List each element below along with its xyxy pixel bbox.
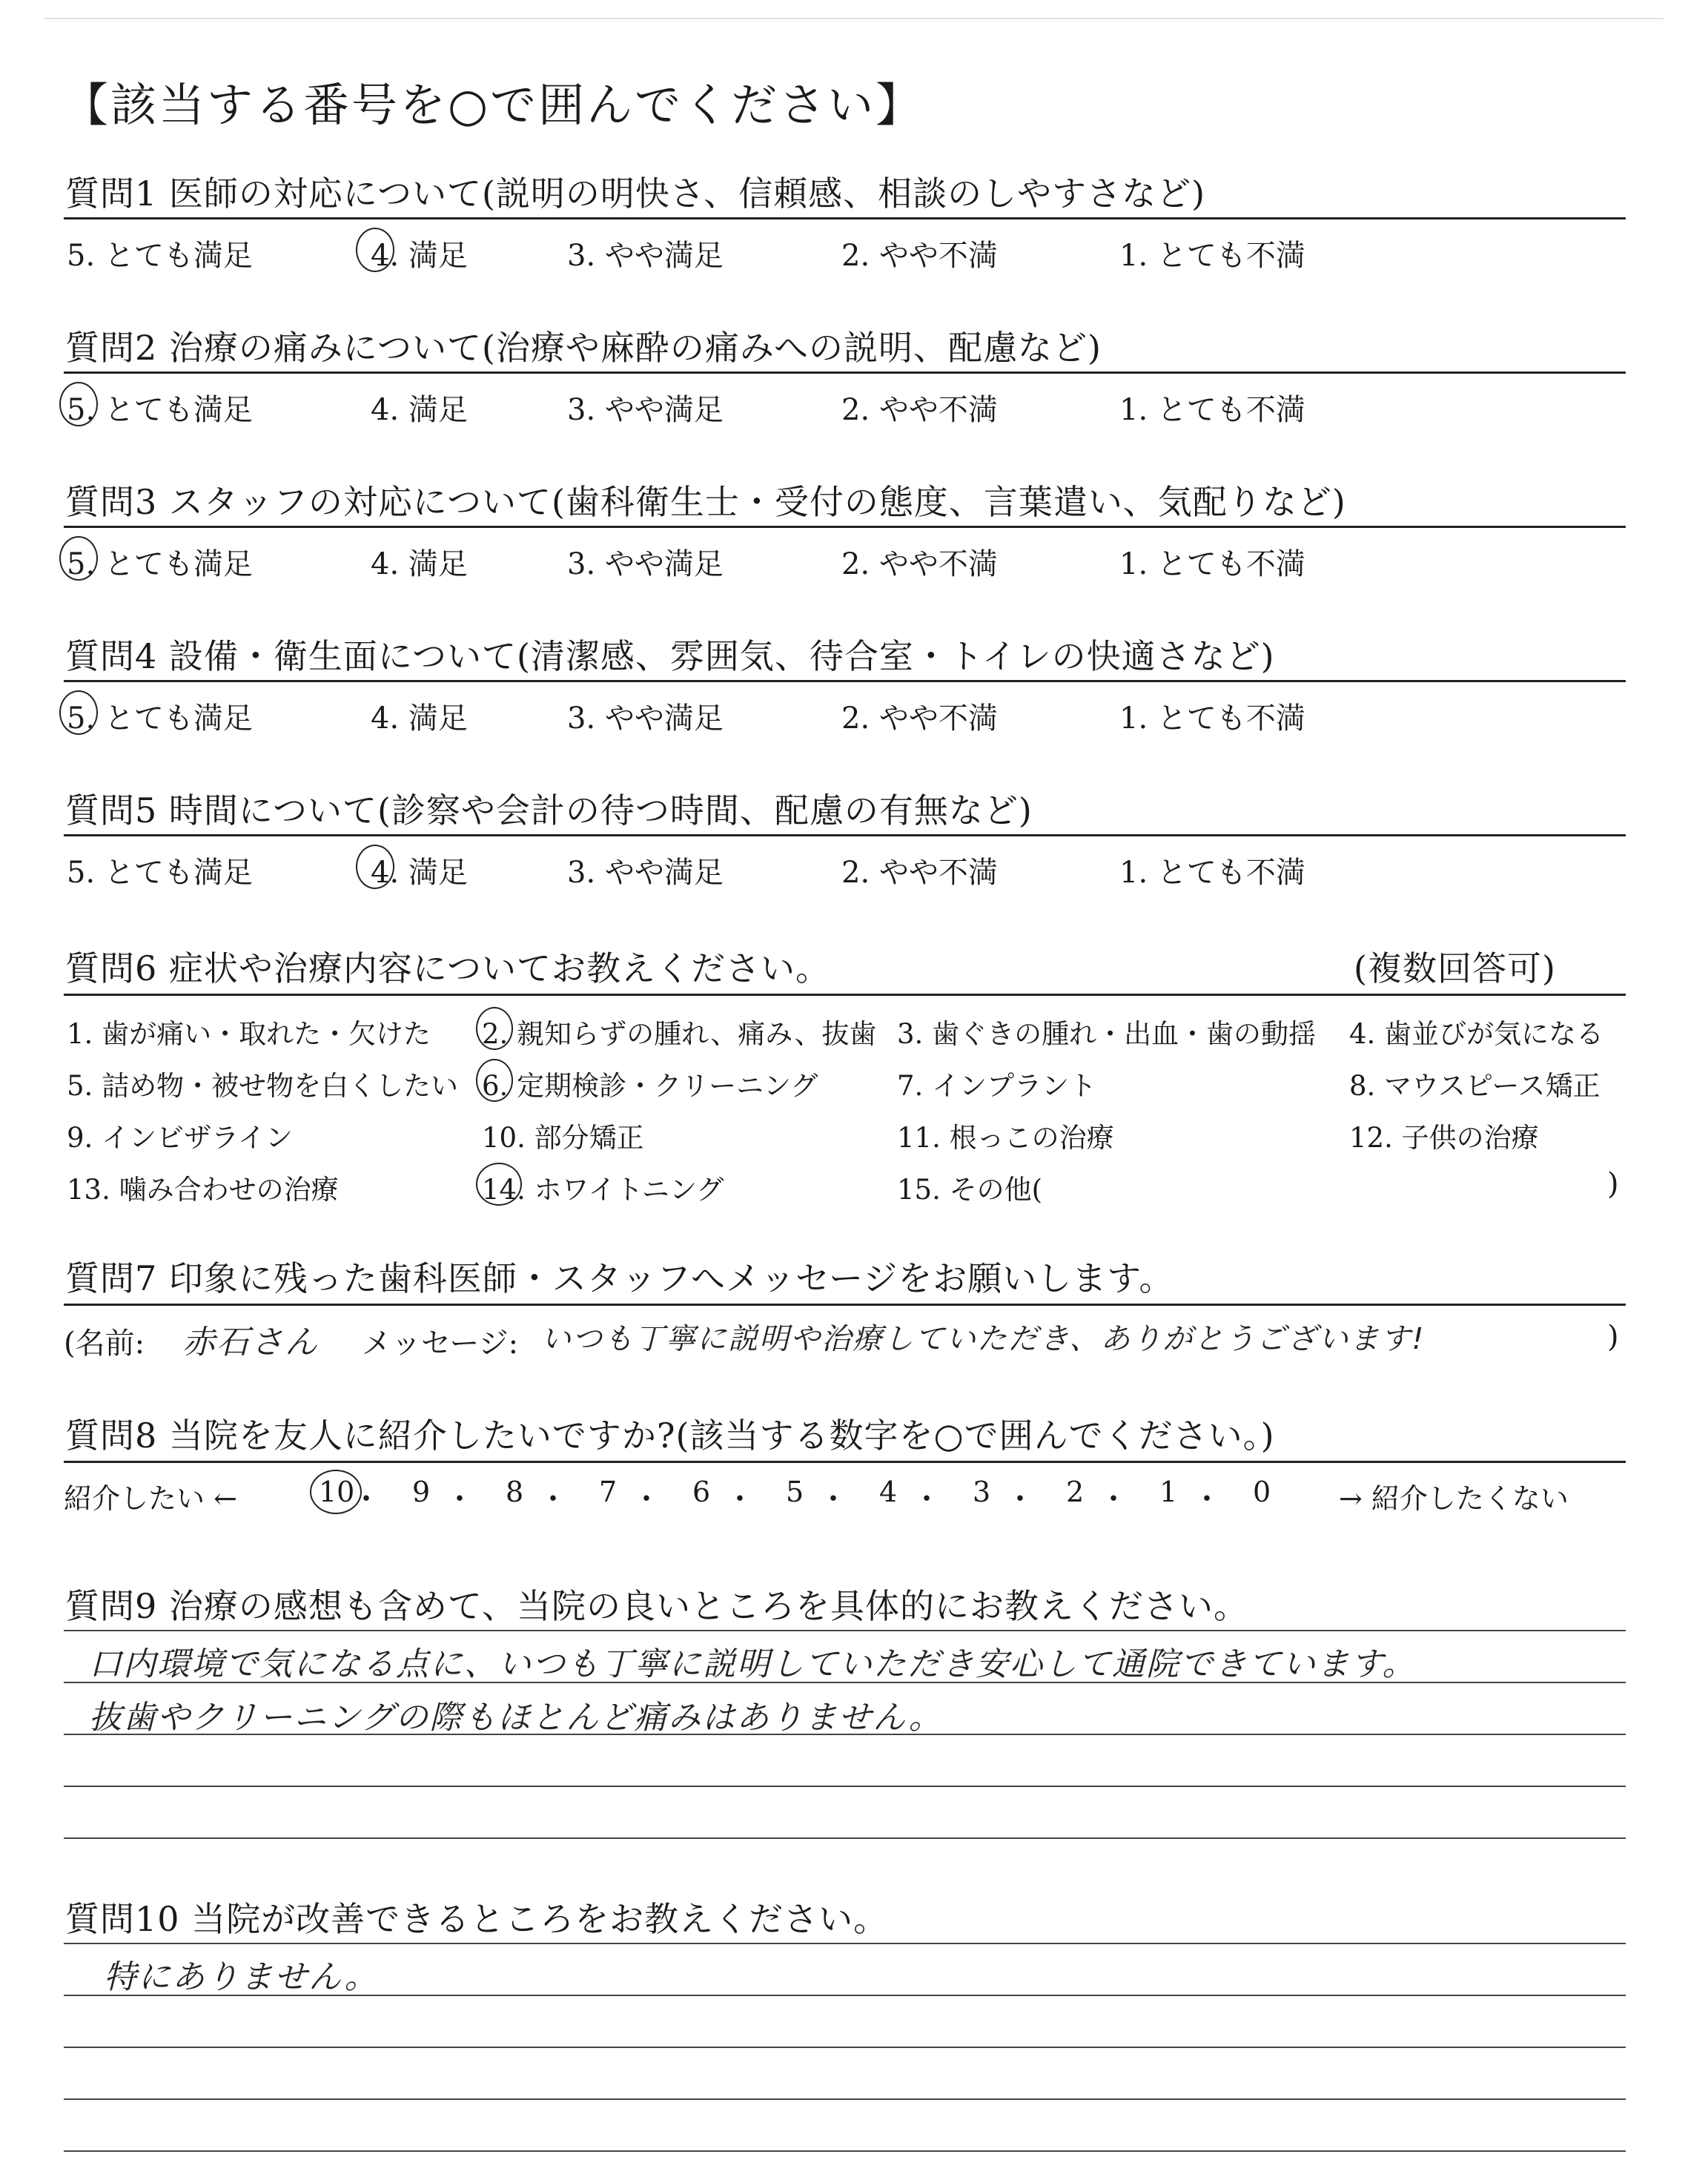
q8-scale-separator: ・ [725,1482,755,1516]
q8-scale-separator: ・ [1192,1482,1222,1516]
q5-title: 質問5 時間について(診察や会計の待つ時間、配慮の有無など) [65,790,1033,830]
q7-name-value[interactable]: 赤石さん [182,1324,319,1361]
q1-option-5[interactable]: 5. とても満足 [67,239,253,273]
q2-option-1[interactable]: 1. とても不満 [1119,393,1305,427]
q10-line [64,1943,1626,1944]
q1-option-3[interactable]: 3. やや満足 [567,239,724,273]
q2-option-2[interactable]: 2. やや不満 [841,393,998,427]
q6-option-11[interactable]: 11. 根っこの治療 [897,1122,1114,1154]
q4-title: 質問4 設備・衛生面について(清潔感、雰囲気、待合室・トイレの快適さなど) [65,636,1275,676]
q7-message-label: メッセージ: [362,1327,519,1361]
q6-rule [64,994,1626,996]
q8-scale-separator: ・ [1099,1482,1128,1516]
q6-option-6[interactable]: 6. 定期検診・クリーニング [482,1070,818,1102]
q3-option-4[interactable]: 4. 満足 [371,547,468,581]
q9-line [64,1837,1626,1839]
form-instruction-header: 【該当する番号を○で囲んでください】 [62,78,924,132]
q8-rule [64,1461,1626,1463]
q10-title: 質問10 当院が改善できるところをお教えください。 [65,1899,889,1939]
q6-option-5[interactable]: 5. 詰め物・被せ物を白くしたい [67,1070,459,1102]
q3-option-2[interactable]: 2. やや不満 [841,547,998,581]
q8-scale-0[interactable]: 0 [1253,1476,1271,1508]
q4-option-1[interactable]: 1. とても不満 [1119,701,1305,736]
q7-close-paren: ) [1607,1320,1619,1354]
q9-answer-line[interactable]: 口内環境で気になる点に、いつも丁寧に説明していただき安心して通院できています。 [89,1645,1417,1683]
q10-line [64,2150,1626,2152]
q8-scale-2[interactable]: 2 [1066,1476,1085,1508]
q3-option-1[interactable]: 1. とても不満 [1119,547,1305,581]
q8-scale-separator: ・ [632,1482,661,1516]
q4-option-5[interactable]: 5. とても満足 [67,701,253,736]
page-top-border [44,18,1664,19]
q1-title: 質問1 医師の対応について(説明の明快さ、信頼感、相談のしやすさなど) [65,174,1206,214]
q8-scale-5[interactable]: 5 [786,1476,804,1508]
q8-scale-separator: ・ [351,1482,381,1516]
q1-option-1[interactable]: 1. とても不満 [1119,239,1305,273]
q7-title: 質問7 印象に残った歯科医師・スタッフへメッセージをお願いします。 [65,1258,1174,1298]
q1-option-2[interactable]: 2. やや不満 [841,239,998,273]
q6-title: 質問6 症状や治療内容についてお教えください。 [65,948,830,988]
q8-left-label: 紹介したい ← [64,1482,237,1515]
q8-scale-separator: ・ [1005,1482,1035,1516]
q2-option-3[interactable]: 3. やや満足 [567,393,724,427]
q8-title: 質問8 当院を友人に紹介したいですか?(該当する数字を○で囲んでください。) [65,1416,1275,1456]
q6-option-3[interactable]: 3. 歯ぐきの腫れ・出血・歯の動揺 [897,1018,1317,1050]
q1-option-4[interactable]: 4. 満足 [371,239,468,273]
q6-option-2[interactable]: 2. 親知らずの腫れ、痛み、抜歯 [482,1018,877,1050]
q4-selection-circle [59,690,98,735]
q5-option-3[interactable]: 3. やや満足 [567,856,724,890]
q6-option-12[interactable]: 12. 子供の治療 [1349,1122,1539,1154]
q8-scale-10[interactable]: 10 [319,1476,355,1508]
q8-scale-1[interactable]: 1 [1159,1476,1178,1508]
q6-selection-circle [476,1163,522,1206]
q8-scale-9[interactable]: 9 [412,1476,431,1508]
q3-title: 質問3 スタッフの対応について(歯科衛生士・受付の態度、言葉遣い、気配りなど) [65,482,1346,522]
q5-option-1[interactable]: 1. とても不満 [1119,856,1305,890]
q8-scale-separator: ・ [538,1482,568,1516]
q5-rule [64,834,1626,836]
q9-line [64,1630,1626,1631]
q8-scale-8[interactable]: 8 [506,1476,524,1508]
q4-option-2[interactable]: 2. やや不満 [841,701,998,736]
q4-option-4[interactable]: 4. 満足 [371,701,468,736]
q3-selection-circle [59,536,98,581]
q8-scale-4[interactable]: 4 [879,1476,898,1508]
q6-option-14[interactable]: 14. ホワイトニング [482,1174,724,1206]
q7-message-value[interactable]: いつも丁寧に説明や治療していただき、ありがとうございます! [541,1322,1426,1356]
q2-rule [64,371,1626,374]
q6-option-10[interactable]: 10. 部分矯正 [482,1122,644,1154]
q6-option-8[interactable]: 8. マウスピース矯正 [1349,1070,1601,1102]
q2-option-5[interactable]: 5. とても満足 [67,393,253,427]
q1-selection-circle [356,228,394,272]
q6-option-9[interactable]: 9. インビザライン [67,1122,293,1154]
q5-option-5[interactable]: 5. とても満足 [67,856,253,890]
q10-line [64,2047,1626,2048]
q6-option-4[interactable]: 4. 歯並びが気になる [1349,1018,1604,1050]
q7-name-label: (名前: [64,1327,145,1361]
q6-selection-circle [476,1059,513,1102]
q8-right-label: → 紹介したくない [1339,1482,1569,1515]
q2-option-4[interactable]: 4. 満足 [371,393,468,427]
q5-option-4[interactable]: 4. 満足 [371,856,468,890]
q2-title: 質問2 治療の痛みについて(治療や麻酔の痛みへの説明、配慮など) [65,328,1102,368]
q1-rule [64,217,1626,219]
q6-option-7[interactable]: 7. インプラント [897,1070,1097,1102]
q2-selection-circle [59,382,98,426]
q6-selection-circle [476,1007,513,1050]
q8-scale-separator: ・ [912,1482,941,1516]
q7-rule [64,1304,1626,1306]
q6-option-1[interactable]: 1. 歯が痛い・取れた・欠けた [67,1018,431,1050]
q6-option-13[interactable]: 13. 噛み合わせの治療 [67,1174,339,1206]
q8-scale-6[interactable]: 6 [692,1476,711,1508]
q10-line [64,2098,1626,2100]
q8-scale-separator: ・ [818,1482,848,1516]
q8-scale-3[interactable]: 3 [973,1476,991,1508]
q4-option-3[interactable]: 3. やや満足 [567,701,724,736]
q6-other-close-paren: ) [1607,1167,1619,1201]
q10-answer-line[interactable]: 特にありません。 [104,1958,379,1996]
q9-answer-line[interactable]: 抜歯やクリーニングの際もほとんど痛みはありません。 [89,1699,943,1737]
q8-scale-7[interactable]: 7 [599,1476,618,1508]
q6-multiple-note: (複数回答可) [1354,948,1556,988]
q5-option-2[interactable]: 2. やや不満 [841,856,998,890]
q3-rule [64,526,1626,528]
q5-selection-circle [356,845,394,889]
q9-title: 質問9 治療の感想も含めて、当院の良いところを具体的にお教えください。 [65,1586,1248,1626]
q6-option-15[interactable]: 15. その他( [897,1174,1043,1206]
q4-rule [64,680,1626,682]
q9-line [64,1786,1626,1787]
q8-scale-separator: ・ [445,1482,474,1516]
q3-option-3[interactable]: 3. やや満足 [567,547,724,581]
q3-option-5[interactable]: 5. とても満足 [67,547,253,581]
